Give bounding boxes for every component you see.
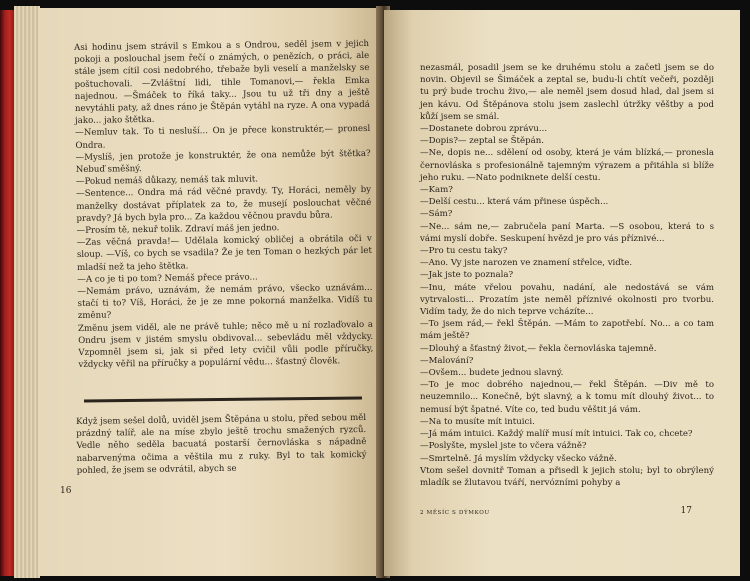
left-page-number: 16 [60, 486, 72, 496]
section-divider [84, 397, 362, 403]
left-page-top-text [74, 38, 374, 372]
page-edges [14, 6, 40, 578]
right-page-text [420, 62, 714, 489]
running-footer: 2 MĚSÍC S DÝMKOU [420, 510, 490, 516]
left-page-bottom-paragraph: Když jsem sešel dolů, uviděl jsem Štěpána u stolu, před sebou měl prázdný talíř, ale na míse zbylo ještě trochu smažených ryzců. Vedle něho seděla bacuatá postarší černovláska s nápadně nabarvenýma očima a věštila mu z ruky. Byl to tak komický pohled, že jsem se odvrátil, abych se [76, 412, 367, 476]
left-page [38, 8, 382, 576]
left-page-paragraphs: Asi hodinu jsem strávil s Emkou a s Ondrou, seděl jsem v jejich pokoji a poslouchal jsem řečí o známých, o penězích, o práci, ale stále jsem cítil cosi nedobrého, třebaže byli veselí a manželsky se poštuchovali. —Zvláštní lidi, tihle Tomanovi,— řekla Emka najednou. —Šmáček to říká taky... Jsou tu už tři dny a ještě nevytáhli paty, až dnes ráno je Štěpán vytáhl na ryze. A ona vypadá jako... jako štětka. —Nemluv tak. To ti nesluší... On je přece konstruktér,— pronesl Ondra. —Myslíš, jen protože je konstruktér, že ona nemůže být štětka? Nebuď směšný. —Pokud nemáš důkazy, nemáš tak mluvit. —Sentence... Ondra má rád věčné pravdy. Ty, Horáci, neměly by manželky dostávat příplatek za to, že musejí poslouchat věčné pravdy? Já bych byla pro... Za každou věčnou pravdu bůra. —Prosím tě, nekuř tolik. Zdraví máš jen jedno. —Zas věčná pravda!— Udělala komický obličej a obrátila oči v sloup. —Víš, co bych se vsadila? Že je ten Toman o hezkých pár let mladší než ta jeho štětka. —A co je ti po tom? Nemáš přece právo... —Nemám právo, uznávám, že nemám právo, všecko uznávám... stačí ti to? Víš, Horáci, že je ze mne pokorná manželka. Vidíš tu změnu? Změnu jsem viděl, ale ne právě tuhle; něco mě u ní rozlaďovalo a Ondru jsem v jistém smyslu obdivoval... sebevládu měl vždycky. Vzpomněl jsem si, jak si před lety cvičil vůli podle příručky, vždycky věřil na příručky a populární vědu... šťastný člověk. [74, 38, 374, 371]
right-page-number: 17 [680, 506, 692, 516]
right-page-paragraphs: nezasmál, posadil jsem se ke druhému stolu a začetl jsem se do novin. Objevil se Šimáček a zeptal se, budu-li chtít večeři, později tu prý bude trochu živo,— ale neměl jsem dosud hlad, dal jsem si jen kávu. Od Štěpánova stolu jsem zaslechl útržky věštby a pod kůží jsem se smál. —Dostanete dobrou zprávu... —Dopis?— zeptal se Štěpán. —Ne, dopis ne... sdělení od osoby, která je vám blízká,— pronesla černovláska s profesionálně tajemným výrazem a přitáhla si blíže jeho ruku. —Nato podniknete delší cestu. —Kam? —Delší cestu... která vám přinese úspěch... —Sám? —Ne... sám ne,— zabručela paní Marta. —S osobou, která to s vámi myslí dobře. Seskupení hvězd je pro vás příznivé... —Pro tu cestu taky? —Ano. Vy jste narozen ve znamení střelce, viďte. —Jak jste to poznala? —Inu, máte vřelou povahu, nadání, ale nedostává se vám vytrvalosti... Prozatím jste neměl příznivé okolnosti pro tvorbu. Vidím tady, že do nich teprve vcházíte... —To jsem rád,— řekl Štěpán. —Mám to zapotřebí. No... a co tam mám ještě? —Dlouhý a šťastný život,— řekla černovláska tajemně. —Malování? —Ovšem... budete jednou slavný. —To je moc dobrého najednou,— řekl Štěpán. —Div mě to neuzemnilo... Konečně, být slavný, a k tomu mít dlouhý život... to nemusí být špatné. Víte co, ted budu věštit já vám. —Na to musíte mít intuici. —Já mám intuici. Každý malíř musí mít intuici. Tak co, chcete? —Poslyšte, myslel jste to včera vážně? —Smrtelně. Já myslím vždycky všecko vážně. Vtom sešel dovnitř Toman a přisedl k jejich stolu; byl to obrýlený mladík se žlutavou tváří, nervózními pohyby a [420, 63, 714, 488]
left-page-bottom-text [76, 412, 367, 477]
right-page [384, 10, 740, 576]
